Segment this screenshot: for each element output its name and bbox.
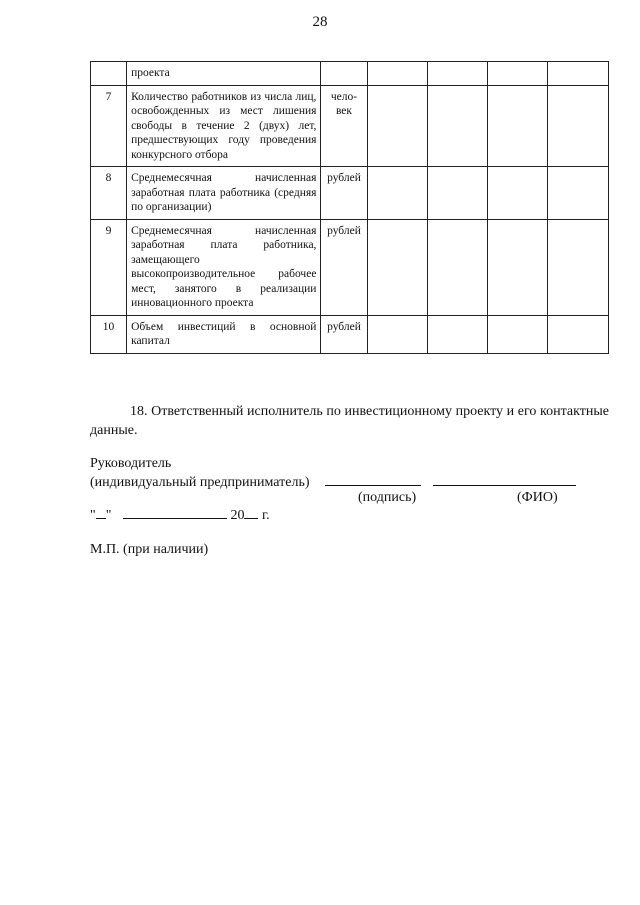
signature-line (325, 473, 421, 486)
value-cell[interactable] (487, 315, 547, 353)
value-cell[interactable] (547, 219, 608, 315)
row-number: 8 (91, 167, 127, 220)
indicator-name: Среднемесячная начисленная заработная плата работника, замещающего высокопроизводительное рабочее мест, занятого в реализации инновационного проекта (127, 219, 321, 315)
value-cell[interactable] (547, 167, 608, 220)
signatory-subtitle: (индивидуальный предприниматель) (90, 473, 576, 492)
table-row (91, 167, 609, 220)
item-18-text: 18. Ответственный исполнитель по инвестиционному проекту и его контактные данные. (90, 404, 609, 438)
value-cell[interactable] (547, 62, 608, 86)
value-cell[interactable] (367, 85, 427, 167)
name-line (433, 473, 576, 486)
row-number: 7 (91, 85, 127, 167)
unit-of-measure: чело- век (321, 85, 367, 167)
row-number: 9 (91, 219, 127, 315)
signature-caption: (подпись) (358, 490, 417, 505)
row-number: 10 (91, 315, 127, 353)
value-cell[interactable] (427, 315, 487, 353)
value-cell[interactable] (547, 315, 608, 353)
table-row (91, 315, 609, 353)
table-row (91, 219, 609, 315)
value-cell[interactable] (367, 219, 427, 315)
date-line: " " 20 г. (90, 508, 270, 523)
value-cell[interactable] (367, 167, 427, 220)
name-caption: (ФИО) (517, 490, 558, 505)
unit-of-measure: рублей (321, 167, 367, 220)
value-cell[interactable] (427, 219, 487, 315)
value-cell[interactable] (487, 219, 547, 315)
year-line (244, 506, 258, 519)
indicator-name: проекта (127, 62, 321, 86)
value-cell[interactable] (427, 62, 487, 86)
value-cell[interactable] (367, 315, 427, 353)
stamp-note: М.П. (при наличии) (90, 542, 209, 557)
value-cell[interactable] (427, 167, 487, 220)
table-row (91, 85, 609, 167)
value-cell[interactable] (487, 167, 547, 220)
indicator-name: Количество работников из числа лиц, освобожденных из мест лишения свободы в течение 2 (двух) лет, предшествующих году проведения конкурсного отбора (127, 85, 321, 167)
value-cell[interactable] (487, 85, 547, 167)
value-cell[interactable] (487, 62, 547, 86)
page-number: 28 (312, 14, 328, 30)
value-cell[interactable] (367, 62, 427, 86)
row-number (91, 62, 127, 86)
unit-of-measure: рублей (321, 219, 367, 315)
indicator-name: Объем инвестиций в основной капитал (127, 315, 321, 353)
signatory-title: Руководитель (90, 456, 172, 471)
signature-block (90, 455, 576, 492)
indicators-table (90, 61, 609, 354)
month-line (123, 506, 227, 519)
unit-of-measure: рублей (321, 315, 367, 353)
value-cell[interactable] (547, 85, 608, 167)
unit-of-measure (321, 62, 367, 86)
value-cell[interactable] (427, 85, 487, 167)
indicator-name: Среднемесячная начисленная заработная плата работника (средняя по организации) (127, 167, 321, 220)
day-line (96, 506, 106, 519)
table-row (91, 62, 609, 86)
